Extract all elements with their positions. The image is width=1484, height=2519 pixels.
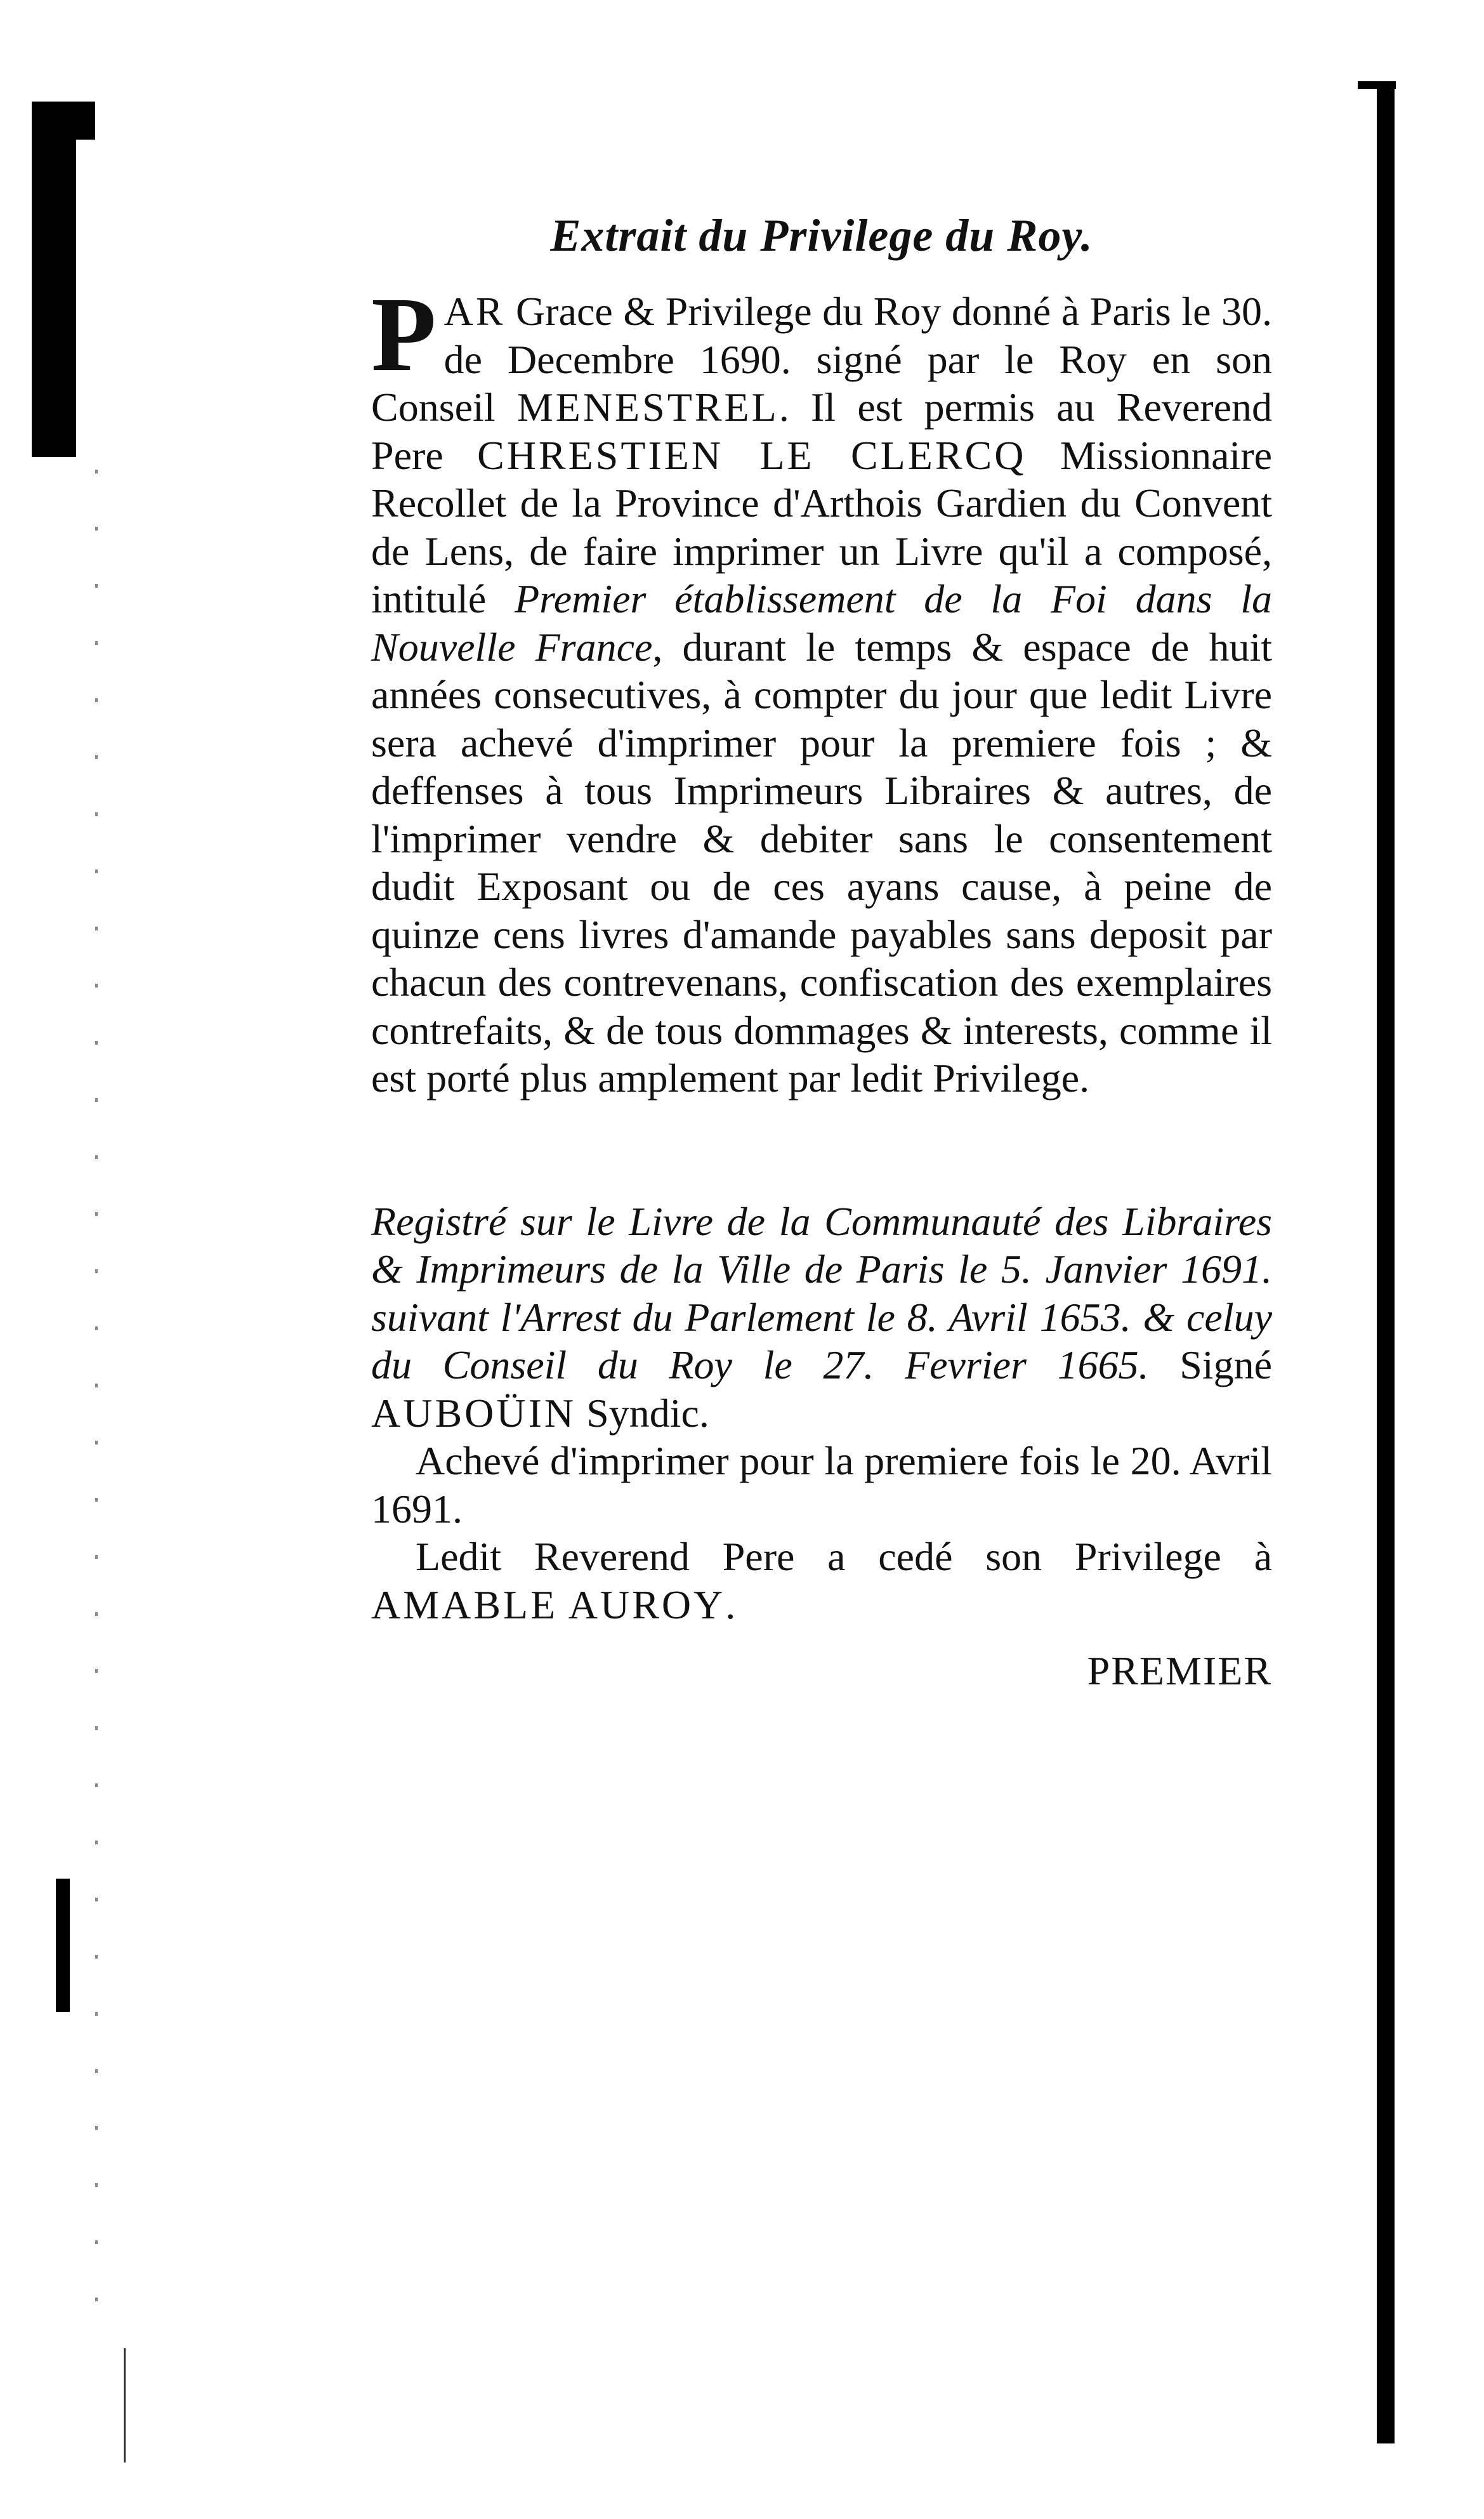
cession-end: . [725, 1582, 736, 1627]
syndic-title: Syndic. [576, 1390, 709, 1436]
scan-edge-left-line [124, 2348, 126, 2463]
scan-edge-right [1377, 83, 1395, 2443]
scan-edge-left-bar [56, 1879, 70, 2012]
privilege-text-a: Grace & Privilege du Roy donné à Paris le 30. de Decembre 1690. signé par le Roy en son Conseil [371, 289, 1272, 430]
cession-text: Ledit Reverend Pere a cedé son Privilege à [416, 1534, 1272, 1579]
scan-edge-left-notch [76, 102, 95, 140]
privilege-text-c: Missionnaire Recollet de la Province d'Arthois Gardien du Convent de Lens, de faire imprimer un Livre qu'il a composé, intitulé [371, 432, 1272, 621]
page-title: Extrait du Privilege du Roy. [550, 210, 1093, 261]
scan-specks [95, 470, 98, 2310]
privilege-paragraph [371, 275, 1273, 1102]
author-name: CHRESTIEN LE CLERCQ [477, 432, 1027, 478]
registre-text: Registré sur le Livre de la Communauté des Libraires & Imprimeurs de la Ville de Paris le 5. Janvier 1691. suivant l'Arrest du Parlement le 8. Avril 1653. & celuy du Conseil du Roy le 27. Fevrier 1665. [371, 1198, 1272, 1387]
syndic-name: AUBOÜIN [371, 1390, 577, 1436]
book-title: Premier établissement de la Foi dans la Nouvelle France [371, 576, 1273, 670]
privilege-text-b: . Il est permis au Reverend Pere [371, 385, 1273, 478]
scan-edge-left [32, 102, 76, 457]
registre-paragraph [371, 1198, 1272, 1438]
cession-paragraph [371, 1533, 1272, 1629]
catchword: PREMIER [1087, 1648, 1272, 1693]
drop-cap: P [371, 275, 437, 393]
opening-smallcaps: AR [443, 289, 506, 334]
document-page [371, 209, 1273, 1693]
signer-name: MENESTREL [516, 385, 779, 430]
registre-signe: Signé [1148, 1342, 1273, 1387]
privilege-text-d: , durant le temps & espace de huit années consecutives, à compter du jour que ledit Livre sera achevé d'imprimer pour la premiere fois ; & deffenses à tous Imprimeurs Libraires & autres, de l'imprimer vendre & debiter sans le consentement dudit Exposant ou de ces ayans cause, à peine de quinze cens livres d'amande payables sans deposit par chacun des contrevenans, confiscation des exemplaires contrefaits, & de tous dommages & interests, comme il est porté plus amplement par ledit Privilege. [371, 624, 1272, 1101]
cession-name: AMABLE AUROY [371, 1582, 726, 1627]
acheve-paragraph: Achevé d'imprimer pour la premiere fois le 20. Avril 1691. [371, 1438, 1272, 1531]
